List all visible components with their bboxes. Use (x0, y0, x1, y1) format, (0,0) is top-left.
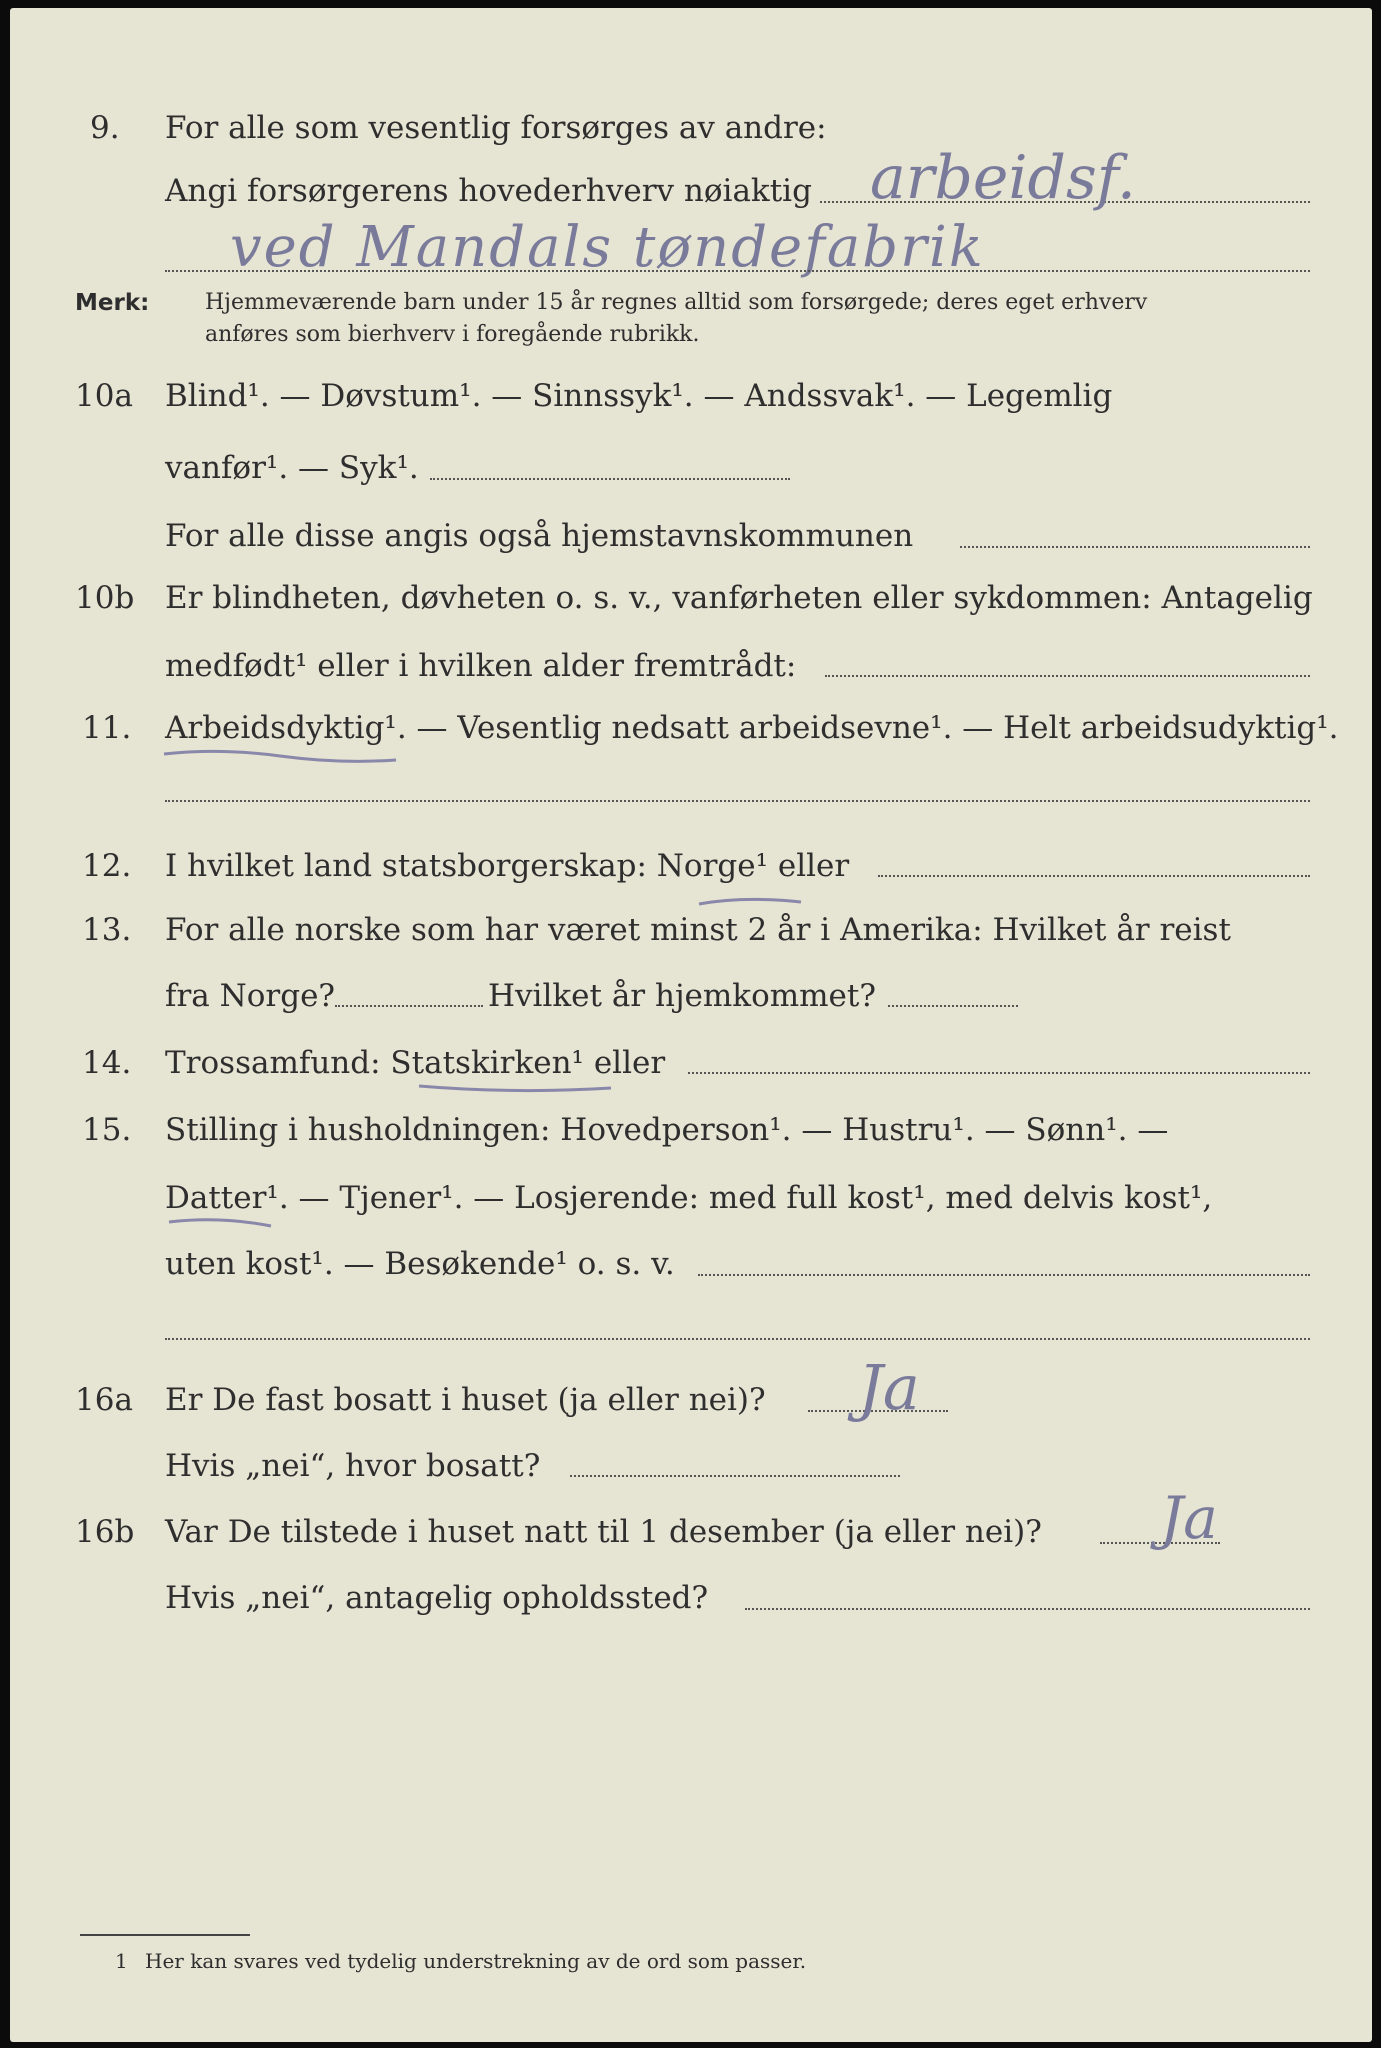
q10b-number: 10b (75, 580, 135, 616)
q13-number: 13. (82, 912, 132, 948)
q11-line1: Arbeidsdyktig¹. — Vesentlig nedsatt arbeidsevne¹. — Helt arbeidsudyktig¹. (165, 710, 1339, 746)
q12-line1: I hvilket land statsborgerskap: Norge¹ eller (165, 848, 850, 884)
q16b-number: 16b (75, 1514, 135, 1550)
q15-line2: Datter¹. — Tjener¹. — Losjerende: med full kost¹, med delvis kost¹, (165, 1180, 1213, 1216)
q16a-line1: Er De fast bosatt i huset (ja eller nei)? (165, 1382, 766, 1418)
q12-answer-line[interactable] (878, 875, 1310, 877)
q16b-handwritten-answer: Ja (1160, 1484, 1218, 1552)
q13-line1: For alle norske som har været minst 2 år i Amerika: Hvilket år reist (165, 912, 1231, 948)
q9-handwritten-occupation: arbeidsf. (870, 143, 1136, 213)
q15-line1: Stilling i husholdningen: Hovedperson¹. — Hustru¹. — Sønn¹. — (165, 1112, 1169, 1148)
footnote-mark: 1 (115, 1949, 128, 1973)
q16a-answer-line2[interactable] (570, 1475, 900, 1477)
q14-line1: Trossamfund: Statskirken¹ eller (165, 1045, 666, 1081)
q16a-handwritten-answer: Ja (858, 1351, 920, 1424)
footnote-text: Her kan svares ved tydelig understrekning av de ord som passer. (145, 1949, 807, 1973)
q10a-answer-line2[interactable] (960, 546, 1310, 548)
q16b-line2: Hvis „nei“, antagelig opholdssted? (165, 1580, 709, 1616)
q10a-number: 10a (75, 378, 133, 414)
q10a-line1: Blind¹. — Døvstum¹. — Sinnssyk¹. — Andssvak¹. — Legemlig (165, 378, 1113, 414)
q14-number: 14. (82, 1045, 132, 1081)
q9-handwritten-workplace: ved Mandals tøndefabrik (230, 215, 985, 280)
q10b-line2: medfødt¹ eller i hvilken alder fremtrådt: (165, 648, 797, 684)
q16a-number: 16a (75, 1382, 133, 1418)
q15-line3: uten kost¹. — Besøkende¹ o. s. v. (165, 1246, 675, 1282)
q11-underline-mark (160, 746, 400, 766)
q13-line2b: Hvilket år hjemkommet? (488, 978, 876, 1014)
q16b-line1: Var De tilstede i huset natt til 1 desember (ja eller nei)? (165, 1514, 1042, 1550)
census-form-page (10, 8, 1372, 2042)
q11-number: 11. (82, 710, 132, 746)
q13-line2a: fra Norge? (165, 978, 336, 1014)
q13-answer-left[interactable] (335, 1005, 483, 1007)
q10a-answer-line1[interactable] (430, 478, 790, 480)
q10a-line2: vanfør¹. — Syk¹. (165, 450, 419, 486)
q15-answer-line1[interactable] (698, 1274, 1310, 1276)
q10b-answer-line[interactable] (825, 675, 1310, 677)
q14-underline-mark (415, 1080, 615, 1098)
q16a-line2: Hvis „nei“, hvor bosatt? (165, 1448, 541, 1484)
q10b-line1: Er blindheten, døvheten o. s. v., vanførheten eller sykdommen: Antagelig (165, 580, 1313, 616)
q11-answer-line[interactable] (165, 800, 1310, 802)
q9-answer-line2[interactable] (165, 270, 1310, 272)
q14-answer-line[interactable] (688, 1072, 1310, 1074)
merk-label: Merk: (75, 290, 150, 316)
q15-underline-mark (165, 1214, 275, 1232)
q9-number: 9. (90, 110, 120, 146)
q15-answer-line2[interactable] (165, 1338, 1310, 1340)
merk-line1: Hjemmeværende barn under 15 år regnes alltid som forsørgede; deres eget erhverv (205, 290, 1148, 315)
q13-underline-mark (695, 894, 805, 910)
q13-answer-right[interactable] (888, 1005, 1018, 1007)
q10a-line3: For alle disse angis også hjemstavnskommunen (165, 518, 914, 554)
q16b-answer-line2[interactable] (745, 1608, 1310, 1610)
merk-line2: anføres som bierhverv i foregående rubrikk. (205, 322, 700, 347)
q9-line1: For alle som vesentlig forsørges av andre: (165, 110, 827, 146)
q15-number: 15. (82, 1112, 132, 1148)
q12-number: 12. (82, 848, 132, 884)
footnote-rule (80, 1934, 250, 1936)
q9-line2: Angi forsørgerens hovederhverv nøiaktig (165, 173, 812, 209)
